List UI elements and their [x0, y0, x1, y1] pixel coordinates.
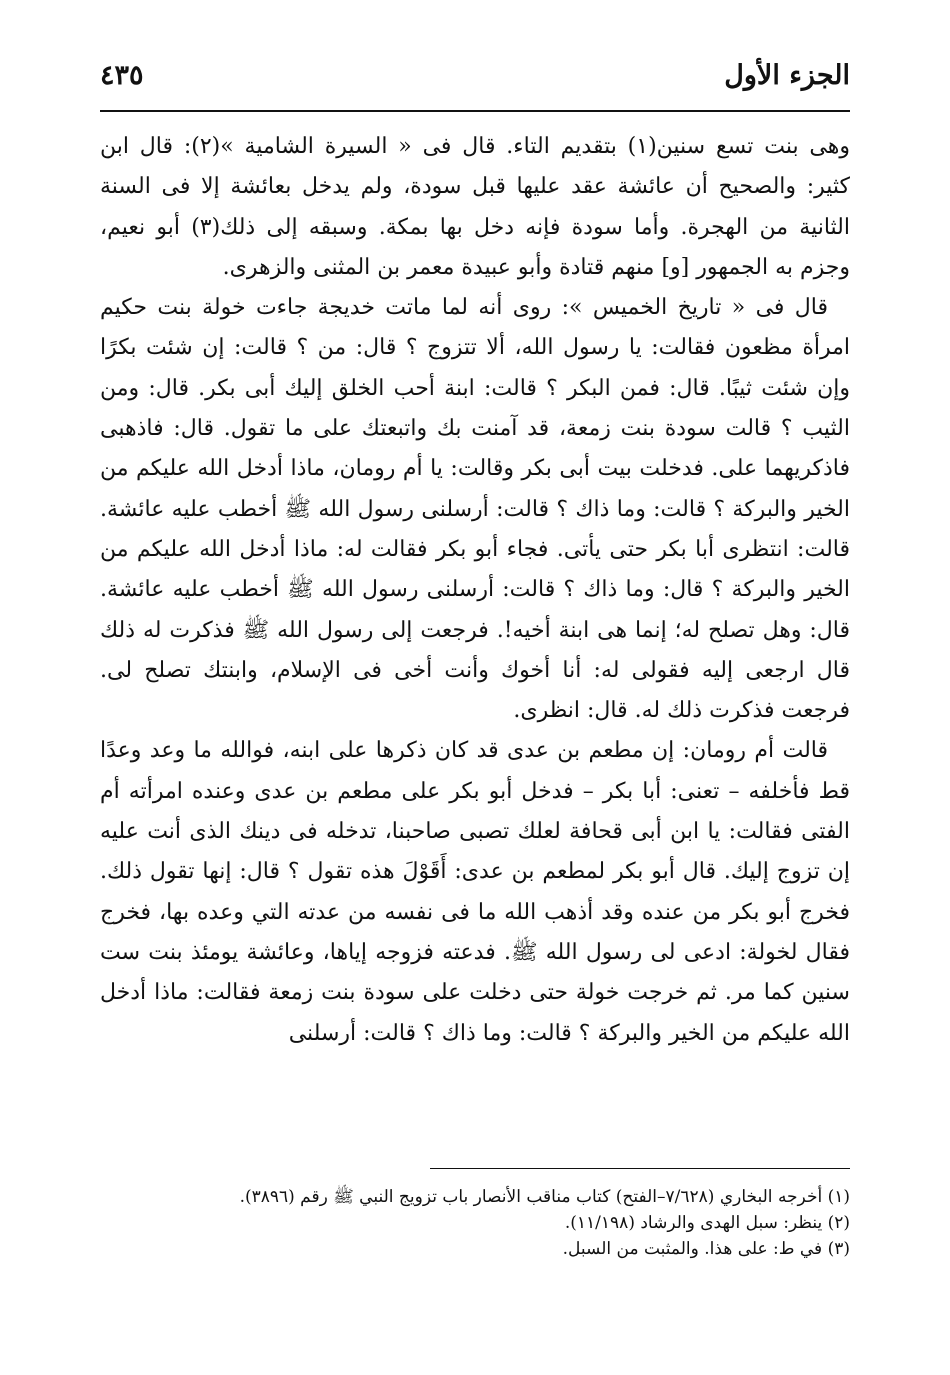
- footnote-2: (٢) ينظر: سبل الهدى والرشاد (١١/١٩٨).: [564, 1213, 850, 1233]
- paragraph-3: قالت أم رومان: إن مطعم بن عدى قد كان ذكرها على ابنه، فوالله ما وعد وعدًا قط فأخلفه – تعنى: أبا بكر – فدخل أبو بكر على مطعم بن عدى وعنده امرأته أم الفتى فقالت: يا ابن أبى قحافة لعلك تصبى صاحبنا، تدخله فى دينك الذى أنت عليه إن تزوج إليك. قال أبو بكر لمطعم بن عدى: أَقَوْلَ هذه تقول ؟ قال: إنها تقول ذلك. فخرج أبو بكر من عنده وقد أذهب الله ما فى نفسه من عدته التي وعده بها، فخرج فقال لخولة: ادعى لى رسول الله ﷺ. فدعته فزوجه إياها، وعائشة يومئذ بنت ست سنين كما مر. ثم خرجت خولة حتى دخلت على سودة بنت زمعة فقالت: ماذا أدخل الله عليكم من الخير والبركة ؟ قالت: وما ذاك ؟ قالت: أرسلنى: [100, 738, 850, 1046]
- footnote-3: (٣) في ط: على هذا. والمثبت من السبل.: [562, 1239, 850, 1259]
- main-text: [100, 127, 850, 1054]
- footnote-1: (١) أخرجه البخاري (٧/٦٢٨–الفتح) كتاب مناقب الأنصار باب تزويج النبي ﷺ رقم (٣٨٩٦).: [239, 1187, 850, 1207]
- header-rule: [100, 110, 850, 112]
- paragraph-2: قال فى « تاريخ الخميس »: روى أنه لما ماتت خديجة جاءت خولة بنت حكيم امرأة مظعون فقالت: يا رسول الله، ألا تتزوج ؟ قال: من ؟ قالت: إن شئت بكرًا وإن شئت ثيبًا. قال: فمن البكر ؟ قالت: ابنة أحب الخلق إليك أبى بكر. قال: ومن الثيب ؟ قالت سودة بنت زمعة، قد آمنت بك واتبعتك على ما تقول. قال: فاذهبى فاذكريهما على. فدخلت بيت أبى بكر وقالت: يا أم رومان، ماذا أدخل الله عليكم من الخير والبركة ؟ قالت: وما ذاك ؟ قالت: أرسلنى رسول الله ﷺ أخطب عليه عائشة. قالت: انتظرى أبا بكر حتى يأتى. فجاء أبو بكر فقالت له: ماذا أدخل الله عليكم من الخير والبركة ؟ قال: وما ذاك ؟ قالت: أرسلنى رسول الله ﷺ أخطب عليه عائشة. قال: وهل تصلح له؛ إنما هى ابنة أخيه!. فرجعت إلى رسول الله ﷺ فذكرت له ذلك قال ارجعى إليه فقولى له: أنا أخوك وأنت أخى فى الإسلام، وابنتك تصلح لى. فرجعت فذكرت ذلك له. قال: انظرى.: [100, 295, 850, 724]
- page-number: ٤٣٥: [100, 60, 144, 91]
- paragraph-1: وهى بنت تسع سنين(١) بتقديم التاء. قال فى « السيرة الشامية »(٢): قال ابن كثير: والصحيح أن عائشة عقد عليها قبل سودة، ولم يدخل بعائشة إلا فى السنة الثانية من الهجرة. وأما سودة فإنه دخل بها بمكة. وسبقه إلى ذلك(٣) أبو نعيم، وجزم به الجمهور [و] منهم قتادة وأبو عبيدة معمر بن المثنى والزهرى.: [100, 134, 850, 280]
- running-title: الجزء الأول: [724, 60, 850, 91]
- footnotes: [100, 1184, 850, 1262]
- page-header: [100, 56, 850, 104]
- footnote-rule: [430, 1168, 850, 1169]
